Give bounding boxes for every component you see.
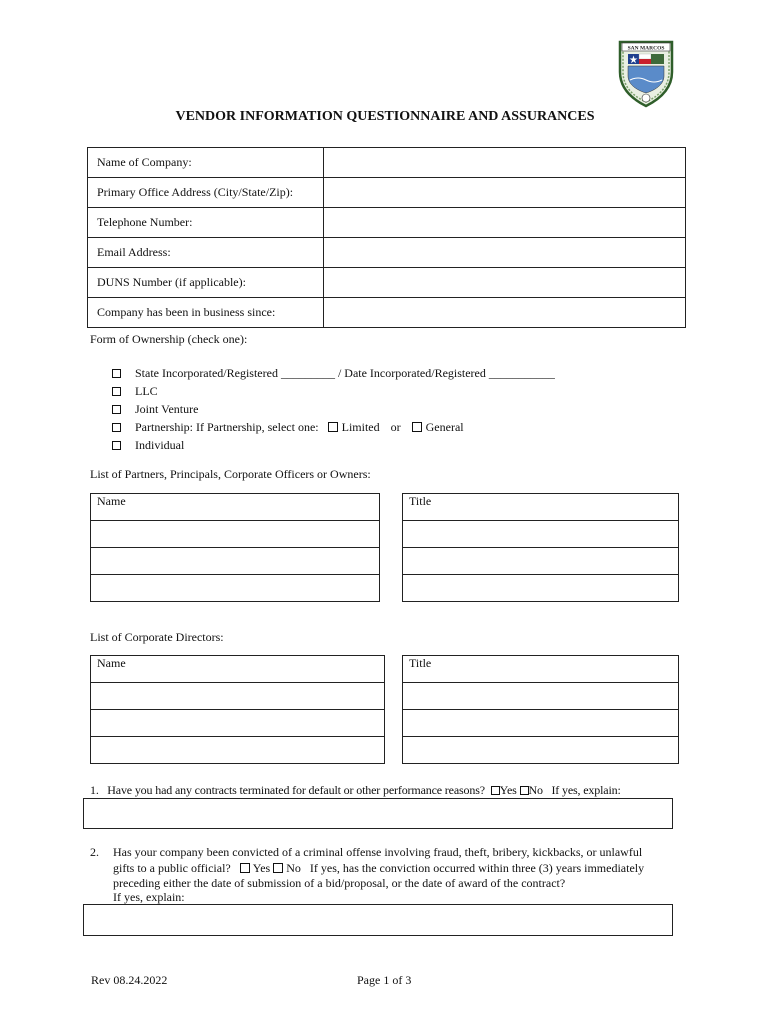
- table-row: [88, 178, 686, 208]
- directors-name-cell[interactable]: [91, 710, 385, 737]
- partners-title-cell[interactable]: [403, 521, 679, 548]
- yes-label: Yes: [499, 783, 517, 797]
- directors-name-header: Name: [91, 656, 385, 683]
- seal-banner-text: SAN MARCOS: [627, 45, 665, 52]
- question-1: [90, 783, 621, 798]
- ownership-option-label: Joint Venture: [135, 402, 199, 416]
- checkbox-icon[interactable]: [112, 423, 121, 432]
- table-row: [88, 238, 686, 268]
- checkbox-icon[interactable]: [112, 369, 121, 378]
- ownership-option-llc[interactable]: [112, 384, 158, 399]
- directors-title-cell[interactable]: [403, 710, 679, 737]
- question-text: Have you had any contracts terminated for default or other performance reasons?: [107, 783, 485, 797]
- ownership-option-label: LLC: [135, 384, 158, 398]
- question-number: 1.: [90, 783, 99, 797]
- or-label: or: [390, 420, 401, 434]
- partners-heading: List of Partners, Principals, Corporate Officers or Owners:: [90, 467, 371, 481]
- email-label: Email Address:: [88, 238, 324, 268]
- no-label: No: [286, 861, 301, 875]
- duns-field[interactable]: [324, 268, 686, 298]
- partners-name-table: [90, 493, 380, 602]
- address-field[interactable]: [324, 178, 686, 208]
- question-2-line-4: If yes, explain:: [113, 890, 185, 904]
- duns-label: DUNS Number (if applicable):: [88, 268, 324, 298]
- directors-heading: List of Corporate Directors:: [90, 630, 224, 644]
- partners-title-header: Title: [403, 494, 679, 521]
- ownership-option-label: State Incorporated/Registered _________ / Date Incorporated/Registered ___________: [135, 366, 555, 380]
- directors-title-cell[interactable]: [403, 737, 679, 764]
- question-2-line-1: Has your company been convicted of a criminal offense involving fraud, theft, bribery, kickbacks, or unlawful: [113, 845, 643, 859]
- no-label: No: [528, 783, 543, 797]
- partners-title-cell[interactable]: [403, 548, 679, 575]
- ownership-option-partnership[interactable]: [112, 420, 464, 435]
- partners-name-cell[interactable]: [91, 575, 380, 602]
- partners-title-table: [402, 493, 679, 602]
- limited-label: Limited: [341, 420, 380, 434]
- question-text: If yes, has the conviction occurred within three (3) years immediately: [309, 861, 645, 875]
- checkbox-icon[interactable]: [112, 387, 121, 396]
- city-seal-logo: [614, 36, 678, 108]
- partners-title-cell[interactable]: [403, 575, 679, 602]
- company-info-table: [87, 147, 686, 328]
- table-row: [88, 298, 686, 328]
- question-2-line-2: [113, 861, 644, 876]
- ownership-option-label: Individual: [135, 438, 185, 452]
- email-field[interactable]: [324, 238, 686, 268]
- checkbox-icon[interactable]: [112, 405, 121, 414]
- table-row: [88, 268, 686, 298]
- checkbox-no[interactable]: [273, 863, 283, 873]
- general-label: General: [425, 420, 464, 434]
- telephone-field[interactable]: [324, 208, 686, 238]
- ownership-heading: Form of Ownership (check one):: [90, 332, 248, 346]
- company-name-field[interactable]: [324, 148, 686, 178]
- telephone-label: Telephone Number:: [88, 208, 324, 238]
- followup-label: If yes, explain:: [551, 783, 621, 797]
- page-title: VENDOR INFORMATION QUESTIONNAIRE AND ASSURANCES: [175, 109, 595, 124]
- directors-title-cell[interactable]: [403, 683, 679, 710]
- business-since-field[interactable]: [324, 298, 686, 328]
- page-number: Page 1 of 3: [357, 973, 412, 987]
- yes-label: Yes: [252, 861, 271, 875]
- question-2-explain-field[interactable]: [83, 904, 673, 936]
- question-1-explain-field[interactable]: [83, 798, 673, 829]
- checkbox-icon[interactable]: [112, 441, 121, 450]
- ownership-option-joint-venture[interactable]: [112, 402, 198, 417]
- question-2-number: 2.: [90, 845, 99, 859]
- directors-title-table: [402, 655, 679, 764]
- checkbox-yes[interactable]: [240, 863, 250, 873]
- revision-label: Rev 08.24.2022: [91, 973, 168, 987]
- directors-name-cell[interactable]: [91, 737, 385, 764]
- directors-name-cell[interactable]: [91, 683, 385, 710]
- directors-name-table: [90, 655, 385, 764]
- partners-name-header: Name: [91, 494, 380, 521]
- ownership-option-label: Partnership: If Partnership, select one:: [135, 420, 319, 434]
- ownership-option-state[interactable]: [112, 366, 555, 381]
- partners-name-cell[interactable]: [91, 548, 380, 575]
- checkbox-no[interactable]: [520, 786, 529, 795]
- ownership-option-individual[interactable]: [112, 438, 184, 453]
- checkbox-yes[interactable]: [491, 786, 500, 795]
- partners-name-cell[interactable]: [91, 521, 380, 548]
- table-row: [88, 208, 686, 238]
- question-2-line-3: preceding either the date of submission of a bid/proposal, or the date of award of the contract?: [113, 876, 566, 890]
- business-since-label: Company has been in business since:: [88, 298, 324, 328]
- checkbox-limited[interactable]: [328, 422, 338, 432]
- company-name-label: Name of Company:: [88, 148, 324, 178]
- address-label: Primary Office Address (City/State/Zip):: [88, 178, 324, 208]
- checkbox-general[interactable]: [412, 422, 422, 432]
- question-text: gifts to a public official?: [113, 861, 231, 875]
- directors-title-header: Title: [403, 656, 679, 683]
- table-row: [88, 148, 686, 178]
